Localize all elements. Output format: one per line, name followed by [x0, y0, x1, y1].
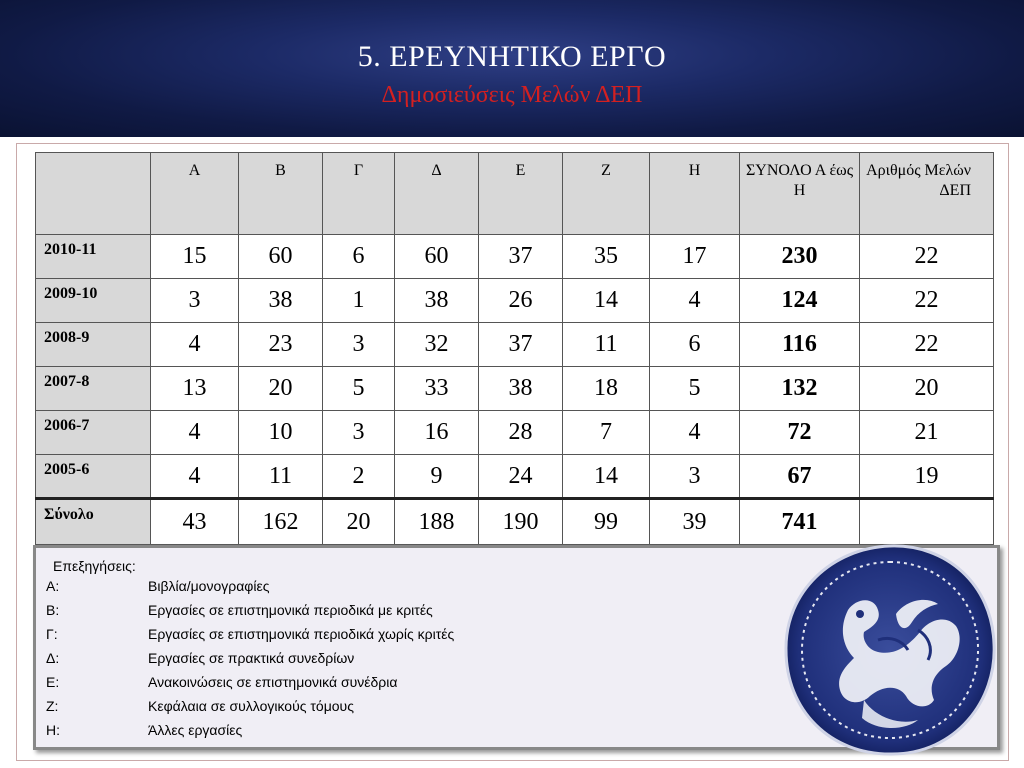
value-cell: 37	[479, 323, 563, 367]
value-cell: 60	[395, 235, 479, 279]
col-header-members: Αριθμός Μελών ΔΕΠ	[860, 153, 994, 235]
col-header-total: ΣΥΝΟΛΟ Α έως Η	[740, 153, 860, 235]
legend-title: Επεξηγήσεις:	[53, 558, 136, 574]
col-header: Α	[151, 153, 239, 235]
total-cell: 67	[740, 455, 860, 499]
value-cell: 38	[239, 279, 323, 323]
value-cell: 11	[239, 455, 323, 499]
value-cell: 11	[563, 323, 650, 367]
value-cell: 4	[151, 455, 239, 499]
value-cell: 14	[563, 455, 650, 499]
members-cell: 22	[860, 323, 994, 367]
value-cell: 4	[151, 323, 239, 367]
value-cell: 39	[650, 499, 740, 545]
year-label: 2007-8	[36, 367, 151, 411]
value-cell: 10	[239, 411, 323, 455]
value-cell: 9	[395, 455, 479, 499]
value-cell: 35	[563, 235, 650, 279]
sum-row	[36, 499, 994, 545]
table-row	[36, 323, 994, 367]
slide-title: 5. ΕΡΕΥΝΗΤΙΚΟ ΕΡΓΟ	[357, 40, 667, 73]
legend-key: Ε:	[46, 674, 60, 690]
legend-key: Η:	[46, 722, 60, 738]
value-cell: 43	[151, 499, 239, 545]
value-cell: 4	[650, 411, 740, 455]
value-cell: 16	[395, 411, 479, 455]
year-label: 2008-9	[36, 323, 151, 367]
table-row	[36, 235, 994, 279]
value-cell: 99	[563, 499, 650, 545]
legend-text: Εργασίες σε επιστημονικά περιοδικά με κριτές	[148, 602, 433, 618]
col-header: Β	[239, 153, 323, 235]
value-cell: 162	[239, 499, 323, 545]
col-header: Γ	[323, 153, 395, 235]
members-cell: 20	[860, 367, 994, 411]
legend-key: Β:	[46, 602, 60, 618]
value-cell: 2	[323, 455, 395, 499]
col-header: Η	[650, 153, 740, 235]
members-cell: 22	[860, 235, 994, 279]
value-cell: 190	[479, 499, 563, 545]
slide-subtitle: Δημοσιεύσεις Μελών ΔΕΠ	[381, 82, 643, 108]
legend-text: Κεφάλαια σε συλλογικούς τόμους	[148, 698, 354, 714]
value-cell: 7	[563, 411, 650, 455]
legend-text: Βιβλία/μονογραφίες	[148, 578, 270, 594]
value-cell: 6	[650, 323, 740, 367]
members-cell: 21	[860, 411, 994, 455]
value-cell: 20	[323, 499, 395, 545]
value-cell: 24	[479, 455, 563, 499]
legend-text: Άλλες εργασίες	[148, 722, 243, 738]
value-cell: 188	[395, 499, 479, 545]
value-cell: 20	[239, 367, 323, 411]
total-cell: 116	[740, 323, 860, 367]
value-cell: 4	[151, 411, 239, 455]
value-cell: 15	[151, 235, 239, 279]
year-label: 2009-10	[36, 279, 151, 323]
table-row	[36, 367, 994, 411]
university-sphinx-seal-icon	[778, 540, 1002, 760]
total-cell: 124	[740, 279, 860, 323]
legend-key: Α:	[46, 578, 60, 594]
value-cell: 60	[239, 235, 323, 279]
value-cell: 5	[323, 367, 395, 411]
value-cell: 17	[650, 235, 740, 279]
col-header: Ε	[479, 153, 563, 235]
sum-row-label: Σύνολο	[36, 499, 151, 545]
col-header: Ζ	[563, 153, 650, 235]
legend-key: Γ:	[46, 626, 58, 642]
members-cell: 19	[860, 455, 994, 499]
publications-table	[35, 152, 994, 545]
legend-text: Ανακοινώσεις σε επιστημονικά συνέδρια	[148, 674, 398, 690]
year-label: 2005-6	[36, 455, 151, 499]
value-cell: 3	[151, 279, 239, 323]
table-row	[36, 279, 994, 323]
value-cell: 3	[323, 323, 395, 367]
value-cell: 18	[563, 367, 650, 411]
legend-text: Εργασίες σε πρακτικά συνεδρίων	[148, 650, 355, 666]
year-label: 2010-11	[36, 235, 151, 279]
value-cell: 5	[650, 367, 740, 411]
value-cell: 6	[323, 235, 395, 279]
table-row	[36, 411, 994, 455]
members-cell	[860, 499, 994, 545]
col-header: Δ	[395, 153, 479, 235]
value-cell: 4	[650, 279, 740, 323]
members-cell: 22	[860, 279, 994, 323]
value-cell: 28	[479, 411, 563, 455]
total-cell: 230	[740, 235, 860, 279]
value-cell: 26	[479, 279, 563, 323]
value-cell: 23	[239, 323, 323, 367]
total-cell: 72	[740, 411, 860, 455]
value-cell: 14	[563, 279, 650, 323]
table-header-row	[36, 153, 994, 235]
corner-cell	[36, 153, 151, 235]
value-cell: 3	[323, 411, 395, 455]
legend-key: Ζ:	[46, 698, 59, 714]
value-cell: 13	[151, 367, 239, 411]
table-row	[36, 455, 994, 499]
total-cell: 741	[740, 499, 860, 545]
year-label: 2006-7	[36, 411, 151, 455]
total-cell: 132	[740, 367, 860, 411]
value-cell: 38	[395, 279, 479, 323]
legend-text: Εργασίες σε επιστημονικά περιοδικά χωρίς κριτές	[148, 626, 455, 642]
value-cell: 1	[323, 279, 395, 323]
slide-header	[0, 0, 1024, 137]
value-cell: 37	[479, 235, 563, 279]
value-cell: 32	[395, 323, 479, 367]
value-cell: 33	[395, 367, 479, 411]
value-cell: 38	[479, 367, 563, 411]
legend-key: Δ:	[46, 650, 60, 666]
value-cell: 3	[650, 455, 740, 499]
